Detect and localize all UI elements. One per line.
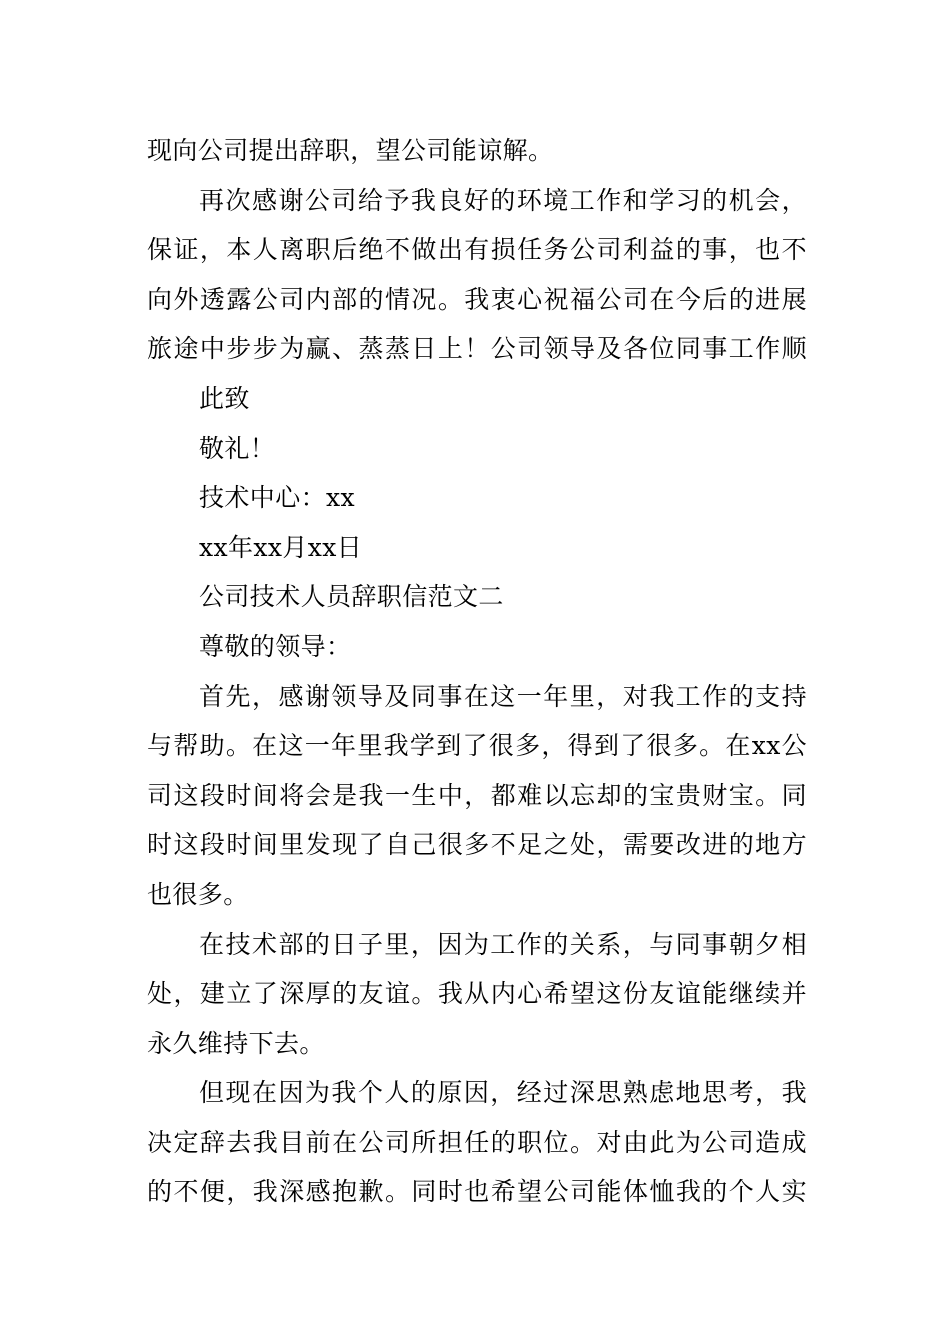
text-line: 永久维持下去。 [147, 1028, 325, 1058]
text-line: 处，建立了深厚的友谊。我从内心希望这份友谊能继续并 [147, 979, 807, 1009]
text-line: 旅途中步步为赢、蒸蒸日上！公司领导及各位同事工作顺 [147, 334, 807, 364]
text-line: 也很多。 [147, 879, 249, 909]
text-line: 首先，感谢领导及同事在这一年里，对我工作的支持 [199, 681, 807, 711]
text-line: 时这段时间里发现了自己很多不足之处，需要改进的地方 [147, 830, 807, 860]
text-line: 司这段时间将会是我一生中，都难以忘却的宝贵财宝。同 [147, 780, 807, 810]
text-line: 再次感谢公司给予我良好的环境工作和学习的机会， [199, 185, 807, 215]
text-line: 但现在因为我个人的原因，经过深思熟虑地思考，我 [199, 1078, 807, 1108]
signature-department: 技术中心：xx [199, 483, 355, 513]
text-line: 此致 [199, 383, 250, 413]
text-line: 在技术部的日子里，因为工作的关系，与同事朝夕相 [199, 929, 807, 959]
text-line: 向外透露公司内部的情况。我衷心祝福公司在今后的进展 [147, 284, 807, 314]
text-line: 决定辞去我目前在公司所担任的职位。对由此为公司造成 [147, 1127, 807, 1157]
text-line: 敬礼！ [199, 433, 276, 463]
document-body [147, 126, 807, 1217]
text-line: 现向公司提出辞职，望公司能谅解。 [147, 136, 554, 165]
text-line: 与帮助。在这一年里我学到了很多，得到了很多。在xx公 [147, 731, 807, 761]
text-line: 保证，本人离职后绝不做出有损任务公司利益的事，也不 [147, 235, 807, 265]
salutation: 尊敬的领导： [199, 631, 352, 661]
text-line: 的不便，我深感抱歉。同时也希望公司能体恤我的个人实 [147, 1177, 807, 1207]
signature-date: xx年xx月xx日 [199, 532, 363, 562]
section-title: 公司技术人员辞职信范文二 [199, 582, 504, 612]
